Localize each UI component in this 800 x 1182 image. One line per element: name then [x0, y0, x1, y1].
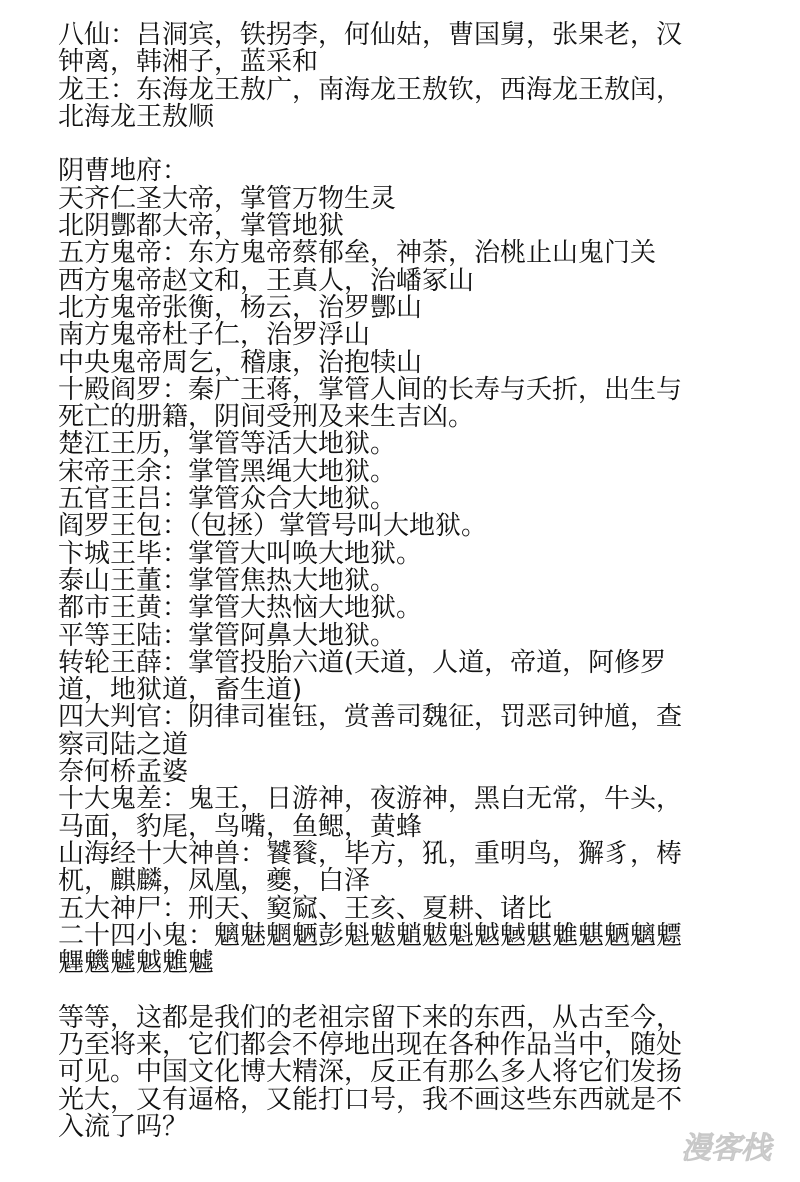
text-line: 杌，麒麟，凤凰，夔，白泽 — [58, 866, 371, 897]
text-line: 死亡的册籍，阴间受刑及来生吉凶。 — [58, 402, 475, 433]
text-line: 十殿阎罗：秦广王蒋，掌管人间的长寿与夭折，出生与 — [58, 374, 683, 405]
text-line: 南方鬼帝杜子仁，治罗浮山 — [58, 320, 371, 351]
text-line: 山海经十大神兽：饕餮，毕方，犼，重明鸟，獬豸，梼 — [58, 838, 683, 869]
text-line: 龙王：东海龙王敖广，南海龙王敖钦，西海龙王敖闰， — [58, 74, 683, 105]
text-line: 可见。中国文化博大精深，反正有那么多人将它们发扬 — [58, 1057, 683, 1088]
text-line: 卞城王毕：掌管大叫唤大地狱。 — [58, 538, 423, 569]
text-line: 都市王黄：掌管大热恼大地狱。 — [58, 593, 423, 624]
section-heading: 阴曹地府： — [58, 156, 189, 187]
text-line: 五大神尸：刑天、窫窳、王亥、夏耕、诸比 — [58, 893, 553, 924]
text-line: 等等，这都是我们的老祖宗留下来的东西，从古至今， — [58, 1002, 683, 1033]
watermark-text: 漫客栈 — [681, 1131, 771, 1166]
text-line: 阎罗王包：（包拯）掌管号叫大地狱。 — [58, 511, 488, 542]
text-line: 马面，豹尾，鸟嘴，鱼鳃，黄蜂 — [58, 811, 423, 842]
text-line: 乃至将来，它们都会不停地出现在各种作品当中，随处 — [58, 1029, 683, 1060]
text-line: 泰山王董：掌管焦热大地狱。 — [58, 565, 397, 596]
text-line: 光大，又有逼格，又能打口号，我不画这些东西就是不 — [58, 1084, 683, 1115]
immortals-section — [58, 22, 748, 131]
paragraph-gap — [58, 977, 748, 1004]
text-line: 四大判官：阴律司崔钰，赏善司魏征，罚恶司钟馗，查 — [58, 702, 683, 733]
text-line: 奈何桥孟婆 — [58, 757, 189, 788]
text-line: 北海龙王敖顺 — [58, 101, 215, 132]
underworld-section — [58, 158, 748, 977]
text-line: 平等王陆：掌管阿鼻大地狱。 — [58, 620, 397, 651]
text-line: 道，地狱道，畜生道) — [58, 675, 303, 706]
paragraph-gap — [58, 131, 748, 158]
text-line: 楚江王历，掌管等活大地狱。 — [58, 429, 397, 460]
text-line: 北方鬼帝张衡，杨云，治罗酆山 — [58, 292, 423, 323]
text-line: 钟离，韩湘子，蓝采和 — [58, 47, 319, 78]
text-line: 转轮王薛：掌管投胎六道(天道，人道，帝道，阿修罗 — [58, 647, 667, 678]
text-page — [58, 22, 748, 1141]
text-line: 宋帝王余：掌管黑绳大地狱。 — [58, 456, 397, 487]
text-line: 二十四小鬼：魑魅魍魉彭魁魃魈魃魁魆魊魌魋魌魉魑魒 — [58, 920, 683, 951]
text-line: 察司陆之道 — [58, 729, 189, 760]
text-line: 天齐仁圣大帝，掌管万物生灵 — [58, 183, 397, 214]
text-line: 魓魕魖魆魋魖 — [58, 948, 215, 979]
text-line: 十大鬼差：鬼王，日游神，夜游神，黑白无常，牛头， — [58, 784, 683, 815]
text-line: 西方鬼帝赵文和，王真人，治嶓冢山 — [58, 265, 475, 296]
text-line: 中央鬼帝周乞，稽康，治抱犊山 — [58, 347, 423, 378]
text-line: 五方鬼帝：东方鬼帝蔡郁垒，神荼，治桃止山鬼门关 — [58, 238, 657, 269]
text-line: 北阴酆都大帝，掌管地狱 — [58, 211, 345, 242]
site-watermark-logo — [670, 1124, 782, 1168]
text-line: 入流了吗？ — [58, 1111, 189, 1142]
text-line: 八仙：吕洞宾，铁拐李，何仙姑，曹国舅，张果老，汉 — [58, 20, 683, 50]
closing-paragraph — [58, 1002, 748, 1142]
text-line: 五官王吕：掌管众合大地狱。 — [58, 484, 397, 515]
